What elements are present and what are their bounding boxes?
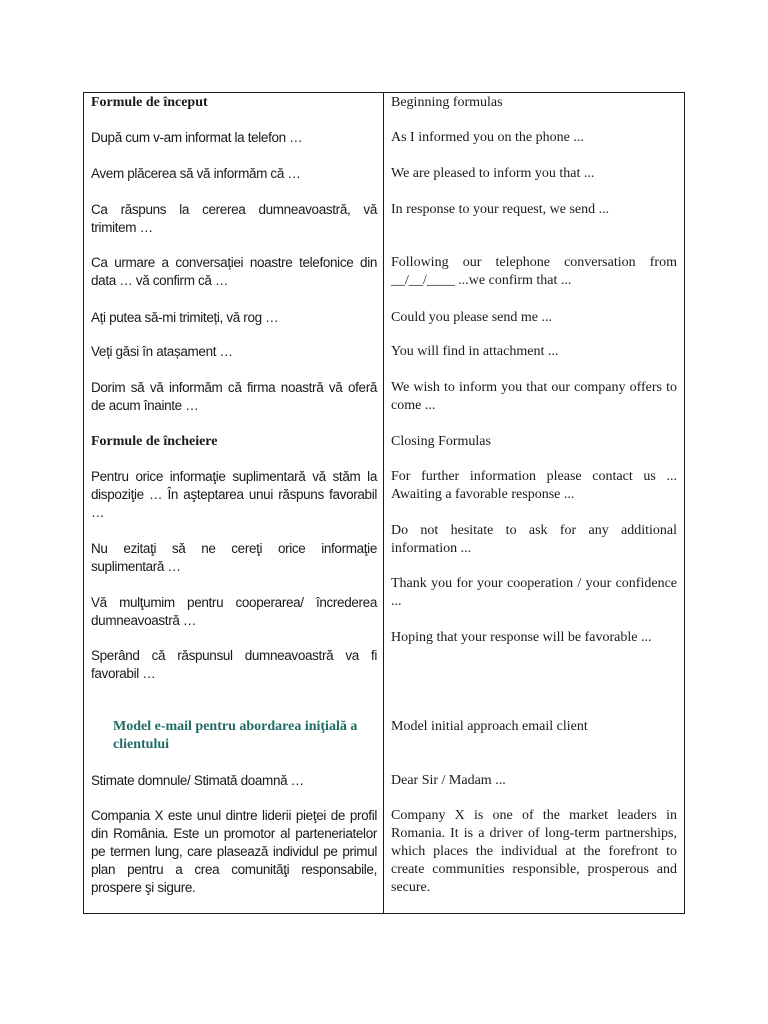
paragraph-ro: Compania X este unul dintre liderii pieţei de profil din România. Este un promotor al parteneriatelor pe termen lung, care plasează individul pe primul plan pentru a crea comunităţi responsabile, prospere şi sigure. bbox=[91, 808, 377, 895]
section-heading-closing-en: Closing Formulas bbox=[391, 434, 491, 449]
phrase-ro: Ca răspuns la cererea dumneavoastră, vă trimitem … bbox=[91, 202, 377, 235]
phrase-ro: Veți găsi în atașament … bbox=[91, 344, 233, 359]
phrase-en: Do not hesitate to ask for any additional information ... bbox=[391, 523, 677, 556]
phrase-ro: Avem plăcerea să vă informăm că … bbox=[91, 166, 301, 181]
paragraph-en: Company X is one of the market leaders in Romania. It is a driver of long-term partnerships, which places the individual at the forefront to create communities responsible, prosperous and secure. bbox=[391, 808, 677, 895]
phrase-ro: După cum v-am informat la telefon … bbox=[91, 130, 303, 145]
phrase-en: As I informed you on the phone ... bbox=[391, 130, 584, 145]
phrase-en: Could you please send me ... bbox=[391, 310, 552, 325]
section-heading-closing-ro: Formule de încheiere bbox=[91, 434, 218, 449]
phrase-en: You will find in attachment ... bbox=[391, 344, 559, 359]
phrase-ro: Nu ezitaţi să ne cereţi orice informaţie suplimentară … bbox=[91, 541, 377, 574]
phrase-en: Thank you for your cooperation / your confidence ... bbox=[391, 576, 677, 609]
phrase-ro: Stimate domnule/ Stimată doamnă … bbox=[91, 773, 304, 788]
column-divider bbox=[383, 92, 384, 914]
phrase-ro: Vă mulţumim pentru cooperarea/ încrederea dumneavoastră … bbox=[91, 595, 377, 628]
phrase-en: In response to your request, we send ... bbox=[391, 202, 610, 217]
phrase-en: We are pleased to inform you that ... bbox=[391, 166, 595, 181]
phrase-en: Following our telephone conversation from __/__/____ ...we confirm that ... bbox=[391, 255, 677, 288]
email-model-heading-ro: Model e-mail pentru abordarea iniţială a clientului bbox=[113, 719, 358, 752]
phrase-ro: Pentru orice informaţie suplimentară vă stăm la dispoziţie … În aşteptarea unui răspuns favorabil … bbox=[91, 469, 377, 520]
phrase-ro: Sperând că răspunsul dumneavoastră va fi favorabil … bbox=[91, 648, 377, 681]
phrase-ro: Ca urmare a conversației noastre telefonice din data … vă confirm că … bbox=[91, 255, 377, 288]
phrase-en: Hoping that your response will be favorable ... bbox=[391, 630, 652, 645]
phrase-ro: Ați putea să-mi trimiteți, vă rog … bbox=[91, 310, 279, 325]
phrase-en: For further information please contact us ... Awaiting a favorable response ... bbox=[391, 469, 677, 502]
phrase-en: Dear Sir / Madam ... bbox=[391, 773, 506, 788]
email-model-heading-en: Model initial approach email client bbox=[391, 719, 588, 734]
phrase-ro: Dorim să vă informăm că firma noastră vă oferă de acum înainte … bbox=[91, 380, 377, 413]
section-heading-opening-en: Beginning formulas bbox=[391, 95, 503, 110]
section-heading-opening-ro: Formule de început bbox=[91, 95, 208, 110]
phrase-en: We wish to inform you that our company offers to come ... bbox=[391, 380, 677, 413]
